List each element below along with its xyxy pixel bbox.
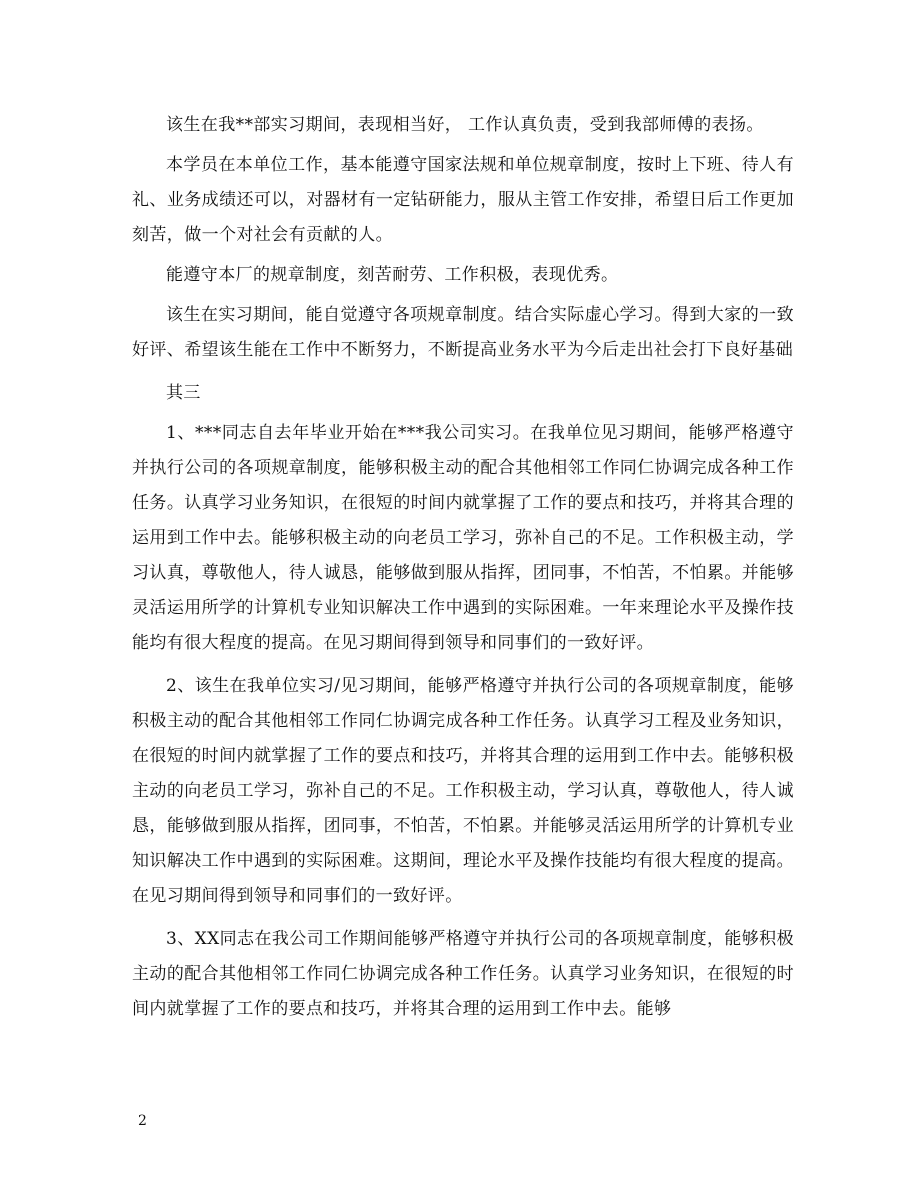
paragraph-1: 该生在我**部实习期间，表现相当好， 工作认真负责，受到我部师傅的表扬。 (166, 115, 764, 135)
document-page (132, 108, 794, 1088)
paragraph-3: 能遵守本厂的规章制度，刻苦耐劳、工作积极，表现优秀。 (166, 265, 619, 285)
paragraph-2: 本学员在本单位工作，基本能遵守国家法规和单位规章制度，按时上下班、待人有礼、业务成绩还可以，对器材有一定钻研能力，服从主管工作安排，希望日后工作更加刻苦，做一个对社会有贡献的人。 (132, 155, 794, 245)
page-number: 2 (138, 1113, 147, 1129)
section-heading: 其三 (166, 383, 201, 403)
paragraph-4: 该生在实习期间，能自觉遵守各项规章制度。结合实际虚心学习。得到大家的一致好评、希望该生能在工作中不断努力，不断提高业务水平为今后走出社会打下良好基础 (132, 305, 794, 360)
paragraph-item-2: 2、该生在我单位实习/见习期间，能够严格遵守并执行公司的各项规章制度，能够积极主动的配合其他相邻工作同仁协调完成各种工作任务。认真学习工程及业务知识，在很短的时间内就掌握了工作的要点和技巧，并将其合理的运用到工作中去。能够积极主动的向老员工学习，弥补自己的不足。工作积极主动，学习认真，尊敬他人，待人诚恳，能够做到服从指挥，团同事，不怕苦，不怕累。并能够灵活运用所学的计算机专业知识解决工作中遇到的实际困难。这期间，理论水平及操作技能均有很大程度的提高。在见习期间得到领导和同事们的一致好评。 (132, 676, 794, 906)
paragraph-item-1: 1、***同志自去年毕业开始在***我公司实习。在我单位见习期间，能够严格遵守并执行公司的各项规章制度，能够积极主动的配合其他相邻工作同仁协调完成各种工作任务。认真学习业务知识，在很短的时间内就掌握了工作的要点和技巧，并将其合理的运用到工作中去。能够积极主动的向老员工学习，弥补自己的不足。工作积极主动，学习认真，尊敬他人，待人诚恳，能够做到服从指挥，团同事，不怕苦，不怕累。并能够灵活运用所学的计算机专业知识解决工作中遇到的实际困难。一年来理论水平及操作技能均有很大程度的提高。在见习期间得到领导和同事们的一致好评。 (132, 423, 794, 653)
paragraph-item-3: 3、XX同志在我公司工作期间能够严格遵守并执行公司的各项规章制度，能够积极主动的配合其他相邻工作同仁协调完成各种工作任务。认真学习业务知识，在很短的时间内就掌握了工作的要点和技巧，并将其合理的运用到工作中去。能够 (132, 929, 794, 1019)
